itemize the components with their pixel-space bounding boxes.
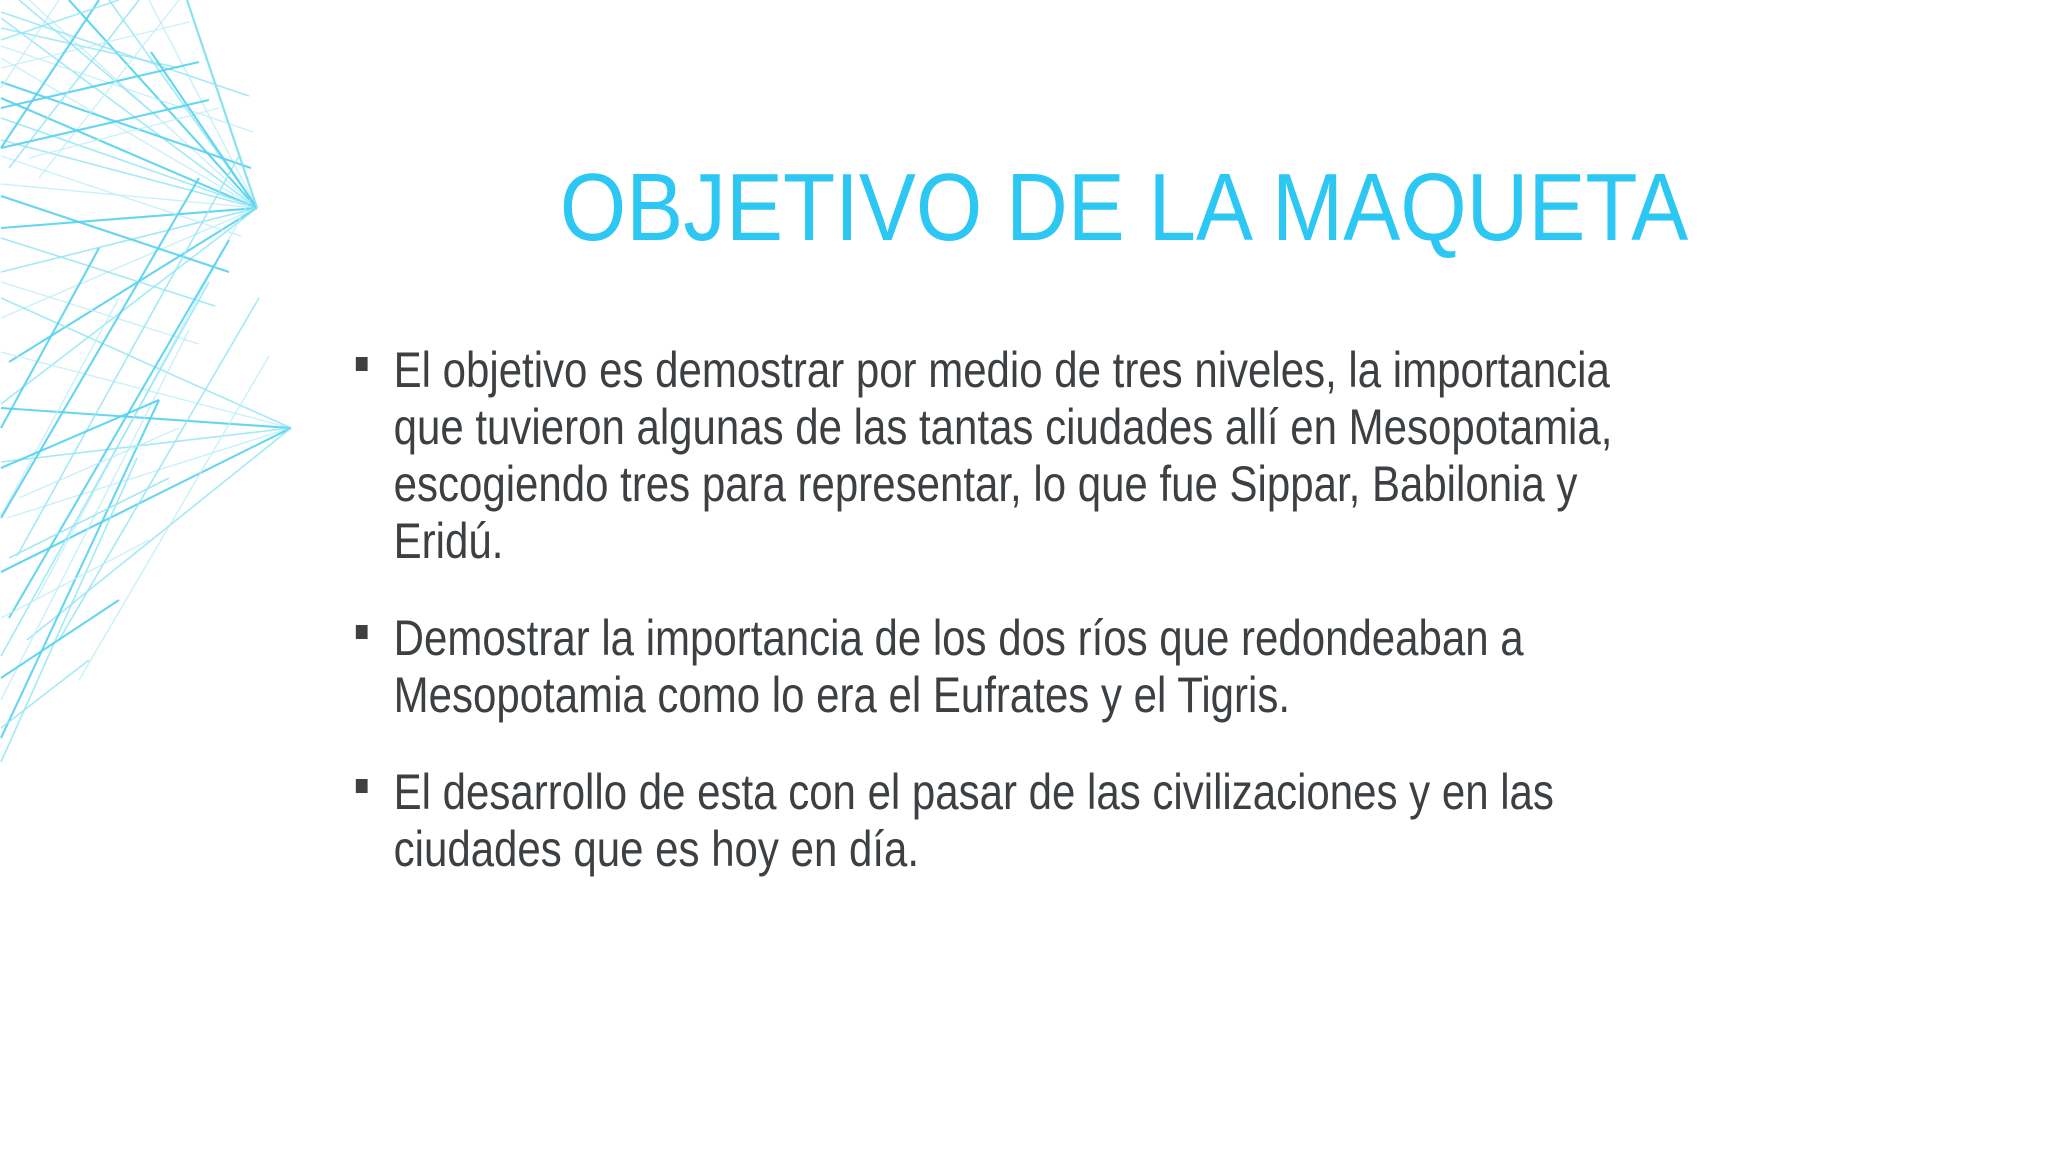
bullet-line: El desarrollo de esta con el pasar de las civilizaciones y en las (393, 764, 1554, 820)
decorative-mesh-graphic (0, 0, 302, 770)
bullet-item-2 (355, 610, 1612, 724)
bullet-list (355, 342, 1612, 878)
bullet-line: que tuvieron algunas de las tantas ciudades allí en Mesopotamia, (393, 399, 1613, 455)
bullet-marker-icon (356, 625, 368, 639)
mesh-fan-upper-group (1, 0, 257, 404)
mesh-shallow-lines-group (1, 12, 253, 344)
mesh-bottom-lattice-group (1, 400, 179, 728)
mesh-top-scribble-group (1, 0, 257, 208)
bullet-item-1 (355, 342, 1612, 570)
mesh-fan-lower-group (1, 298, 291, 640)
bullet-line: ciudades que es hoy en día. (393, 821, 920, 877)
mesh-steep-lines-group (1, 156, 269, 762)
bullet-text-3 (394, 764, 1554, 878)
bullet-line: escogiendo tres para representar, lo que fue Sippar, Babilonia y (393, 456, 1578, 512)
bullet-line: Eridú. (393, 513, 504, 569)
bullet-text-2 (394, 610, 1524, 724)
bullet-marker-icon (356, 357, 368, 371)
bullet-line: El objetivo es demostrar por medio de tres niveles, la importancia (393, 342, 1610, 398)
bullet-item-3 (355, 764, 1612, 878)
bullet-text-1 (394, 342, 1613, 570)
bullet-line: Demostrar la importancia de los dos ríos que redondeaban a (393, 610, 1524, 666)
slide-title: OBJETIVO DE LA MAQUETA (559, 154, 1689, 261)
bullet-marker-icon (356, 779, 368, 793)
bullet-line: Mesopotamia como lo era el Eufrates y el Tigris. (393, 667, 1291, 723)
